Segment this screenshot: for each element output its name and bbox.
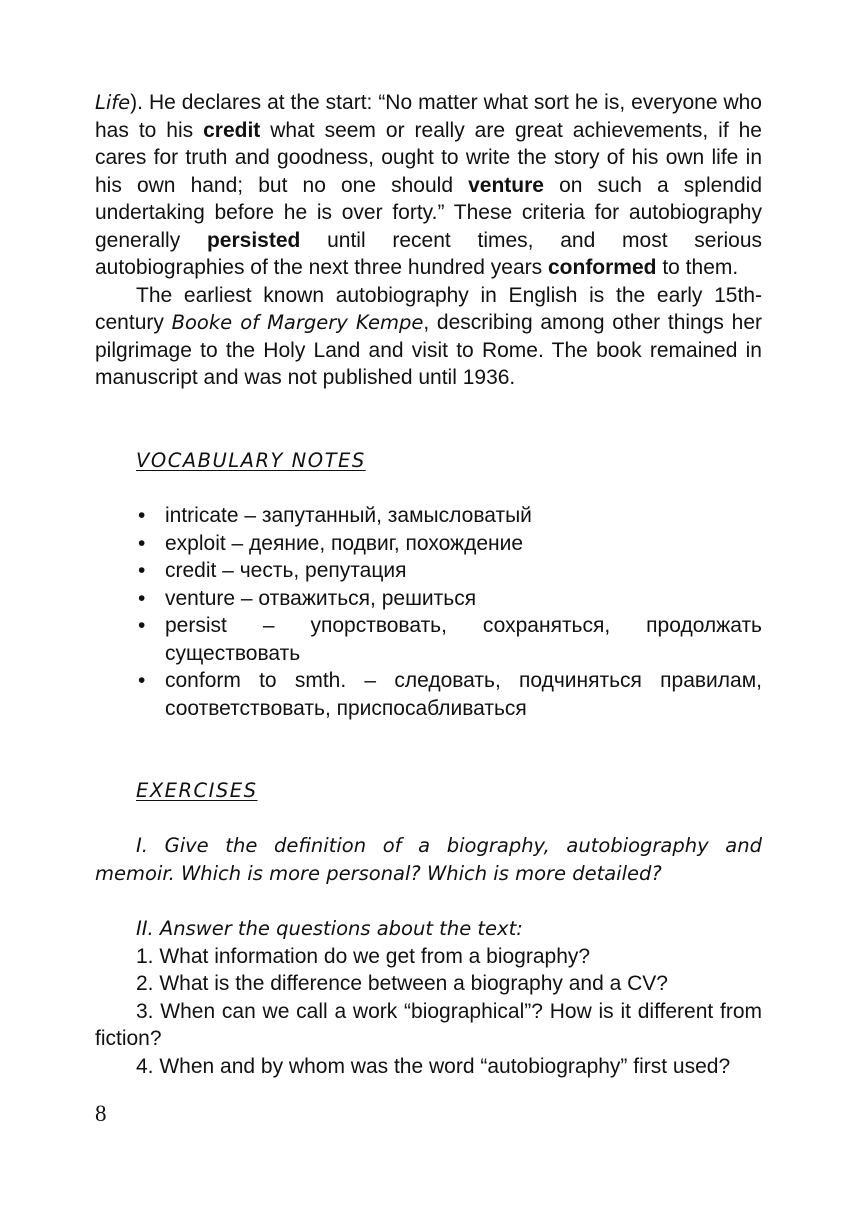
question-item: 4. When and by whom was the word “autobiography” first used? bbox=[136, 1054, 731, 1078]
vocab-item bbox=[136, 530, 762, 558]
keyword-credit: credit bbox=[203, 118, 261, 142]
bullet-icon: • bbox=[138, 669, 146, 692]
paragraph-1 bbox=[95, 89, 762, 282]
bullet-icon: • bbox=[138, 586, 146, 610]
vocab-text: credit – честь, репутация bbox=[165, 559, 407, 582]
exercises-heading: EXERCISES bbox=[136, 779, 258, 802]
question-item: 2. What is the difference between a biography and a CV? bbox=[136, 972, 668, 995]
text-run: until recent times, and most serious autobiographies of the next three hundred years bbox=[95, 228, 762, 279]
text-run: ). He declares at the start: “No matter what sort he is, everyone who has to his bbox=[95, 91, 762, 142]
exercise-2 bbox=[95, 915, 762, 1080]
text-run: to them. bbox=[656, 256, 739, 279]
text-run: what seem or really are great achievements, if he cares for truth and goodness, ought to write the story of his own life in his own hand; but no one should bbox=[95, 118, 762, 197]
paragraph-2 bbox=[95, 282, 762, 392]
vocab-text: intricate – запутанный, замысловатый bbox=[165, 504, 532, 527]
question-item: 3. When can we call a work “biographical”? How is it different from fiction? bbox=[95, 999, 762, 1050]
text-run: The earliest known autobiography in English is the early 15th-century bbox=[95, 283, 762, 334]
bullet-icon: • bbox=[138, 531, 146, 555]
keyword-conformed: conformed bbox=[547, 256, 657, 279]
question-item: 1. What information do we get from a biography? bbox=[136, 944, 591, 968]
text-run: on such a splendid undertaking before he is over forty.” These criteria for autobiography generally bbox=[95, 173, 762, 252]
bullet-icon: • bbox=[138, 559, 146, 582]
vocab-item bbox=[136, 612, 762, 667]
page-number: 8 bbox=[95, 1101, 107, 1126]
keyword-persisted: persisted bbox=[206, 228, 301, 252]
vocab-item bbox=[136, 585, 762, 613]
vocab-text: venture – отважиться, решиться bbox=[165, 586, 477, 610]
book-title-kempe: Booke of Margery Kempe bbox=[171, 311, 424, 334]
bullet-icon: • bbox=[138, 504, 146, 527]
vocab-text: conform to smth. – следовать, подчиняться правилам, соответствовать, приспосабливаться bbox=[165, 669, 762, 720]
keyword-venture: venture bbox=[468, 173, 544, 197]
exercise-task-1: I. Give the deﬁnition of a biography, autobiography and memoir. Which is more personal? Which is more detailed? bbox=[95, 834, 762, 885]
main-text bbox=[95, 89, 762, 392]
bullet-icon: • bbox=[138, 614, 146, 637]
vocab-text: exploit – деяние, подвиг, похождение bbox=[165, 531, 524, 555]
vocab-item bbox=[136, 557, 762, 585]
book-title-fragment: Life bbox=[95, 91, 131, 114]
vocabulary-heading: VOCABULARY NOTES bbox=[136, 449, 366, 472]
vocab-text: persist – упорствовать, сохраняться, продолжать существовать bbox=[165, 614, 762, 665]
vocab-item bbox=[136, 667, 762, 722]
text-run: , describing among other things her pilgrimage to the Holy Land and visit to Rome. The book remained in manuscript and was not published until 1936. bbox=[95, 311, 762, 389]
vocab-item bbox=[136, 502, 762, 530]
vocabulary-list bbox=[136, 502, 762, 722]
exercise-task-2: II. Answer the questions about the text: bbox=[136, 917, 523, 940]
